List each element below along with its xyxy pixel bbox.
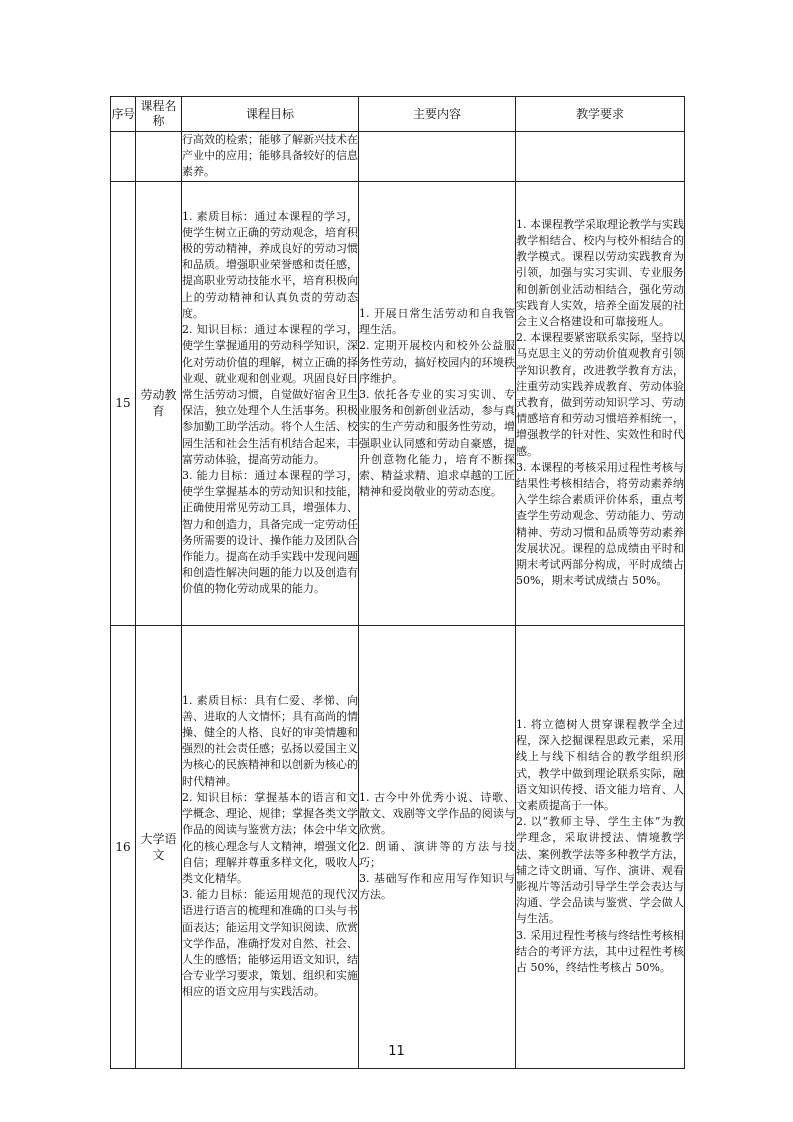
cell-name: 劳动教育 xyxy=(136,181,182,625)
table-row xyxy=(111,181,685,625)
requirement-paragraph: 3. 采用过程性考核与终结性考核相结合的考评方法，其中过程性考核占 50%，终结性考核占 50%。 xyxy=(516,928,684,975)
goal-paragraph: 2. 知识目标：掌握基本的语言和文学概念、理论、规律；掌握各类文学作品的阅读与鉴赏方法；体会中华文化的核心理念与人文精神，增强文化自信；理解并尊重多样文化，吸收人类文化精华。 xyxy=(182,790,358,885)
course-table xyxy=(110,96,685,1069)
requirement-paragraph: 1. 将立德树人贯穿课程教学全过程，深入挖掘课程思政元素，采用线上与线下相结合的教学组织形式，教学中做到理论联系实际，融语文知识传授、语文能力培育、人文素质提高于一体。 xyxy=(516,717,684,812)
cell-name: 大学语文 xyxy=(136,625,182,1068)
table-row xyxy=(111,625,685,1068)
requirement-paragraph: 3. 本课程的考核采用过程性考核与结果性考核相结合，将劳动素养纳入学生综合素质评价体系，重点考查学生劳动观念、劳动能力、劳动精神、劳动习惯和品质等劳动素养发展状况。课程的总成绩由平时和期末考试两部分构成，平时成绩占 50%，期末考试成绩占 50%。 xyxy=(516,460,684,588)
cell-requirement xyxy=(516,625,685,1068)
content-paragraph: 3. 依托各专业的实习实训、专业服务和创新创业活动，参与真实的生产劳动和服务性劳动，增强职业认同感和劳动自豪感，提升创意物化能力，培育不断探索、精益求精、追求卓越的工匠精神和爱岗敬业的劳动态度。 xyxy=(359,387,515,499)
header-index: 序号 xyxy=(111,97,136,132)
header-content: 主要内容 xyxy=(359,97,516,132)
cell-name-empty xyxy=(136,132,182,182)
goal-paragraph: 3. 能力目标：通过本课程的学习，使学生掌握基本的劳动知识和技能，正确使用常见劳动工具，增强体力、智力和创造力，具备完成一定劳动任务所需要的设计、操作能力及团队合作能力。提高在动手实践中发现问题和创造性解决问题的能力以及创造有价值的物化劳动成果的能力。 xyxy=(182,468,358,596)
goal-paragraph: 3. 能力目标：能运用规范的现代汉语进行语言的梳理和准确的口头与书面表达；能运用文学知识阅读、欣赏文学作品，准确抒发对自然、社会、人生的感悟；能够运用语文知识，结合专业学习要求，策划、组织和实施相应的语文应用与实践活动。 xyxy=(182,888,358,999)
content-paragraph: 2. 定期开展校内和校外公益服务性劳动，搞好校园内的环境秩序维护。 xyxy=(359,339,515,385)
cell-index-empty xyxy=(111,132,136,182)
header-name: 课程名称 xyxy=(136,97,182,132)
cell-content-empty xyxy=(359,132,516,182)
header-goal: 课程目标 xyxy=(182,97,359,132)
content-paragraph: 3. 基础写作和应用写作知识与方法。 xyxy=(359,871,515,902)
header-row xyxy=(111,97,685,132)
requirement-paragraph: 2. 以“教师主导、学生主体”为教学理念，采取讲授法、情境教学法、案例教学法等多种教学方法，辅之诗文朗诵、写作、演讲、观看影视片等活动引导学生学会表达与沟通、学会品读与鉴赏、学会做人与生活。 xyxy=(516,815,684,926)
requirement-paragraph: 2. 本课程要紧密联系实际，坚持以马克思主义的劳动价值观教育引领学知识教育，改进教学教育方法，注重劳动实践养成教育、劳动体验式教育，做到劳动知识学习、劳动情感培育和劳动习惯培养相统一，增强教学的针对性、实效性和时代感。 xyxy=(516,331,684,458)
content-paragraph: 2. 朗诵、演讲等的方法与技巧； xyxy=(359,839,515,869)
page-number: 11 xyxy=(388,1044,405,1059)
cell-requirement xyxy=(516,181,685,625)
cell-index: 16 xyxy=(111,625,136,1068)
cell-goal xyxy=(182,181,359,625)
cell-requirement-empty xyxy=(516,132,685,182)
cell-content xyxy=(359,625,516,1068)
goal-paragraph: 行高效的检索；能够了解新兴技术在产业中的应用；能够具备较好的信息素养。 xyxy=(182,133,358,179)
goal-paragraph: 1. 素质目标：通过本课程的学习，使学生树立正确的劳动观念，培育积极的劳动精神，养成良好的劳动习惯和品质。增强职业荣誉感和责任感，提高职业劳动技能水平，培育积极向上的劳动精神和认真负责的劳动态度。 xyxy=(182,209,358,320)
header-requirement: 教学要求 xyxy=(516,97,685,132)
cell-index: 15 xyxy=(111,181,136,625)
cell-goal-continuation xyxy=(182,132,359,182)
goal-paragraph: 1. 素质目标：具有仁爱、孝悌、向善、进取的人文情怀；具有高尚的情操、健全的人格、良好的审美情趣和强烈的社会责任感；弘扬以爱国主义为核心的民族精神和以创新为核心的时代精神。 xyxy=(182,693,358,788)
requirement-paragraph: 1. 本课程教学采取理论教学与实践教学相结合、校内与校外相结合的教学模式。课程以劳动实践教育为引领，加强与实习实训、专业服务和创新创业活动相结合，强化劳动实践育人实效，培养全面发展的社会主义合格建设和可靠接班人。 xyxy=(516,217,684,328)
content-paragraph: 1. 开展日常生活劳动和自我管理生活。 xyxy=(359,306,515,337)
content-paragraph: 1. 古今中外优秀小说、诗歌、散文、戏剧等文学作品的阅读与欣赏。 xyxy=(359,790,515,837)
cell-content xyxy=(359,181,516,625)
cell-goal xyxy=(182,625,359,1068)
continuation-row xyxy=(111,132,685,182)
goal-paragraph: 2. 知识目标：通过本课程的学习，使学生掌握通用的劳动科学知识，深化对劳动价值的理解，树立正确的择业观、就业观和创业观。巩固良好日常生活劳动习惯，自觉做好宿舍卫生保洁，独立处理个人生活事务。积极参加勤工助学活动。将个人生活、校园生活和社会生活有机结合起来，丰富劳动体验，提高劳动能力。 xyxy=(182,323,358,466)
